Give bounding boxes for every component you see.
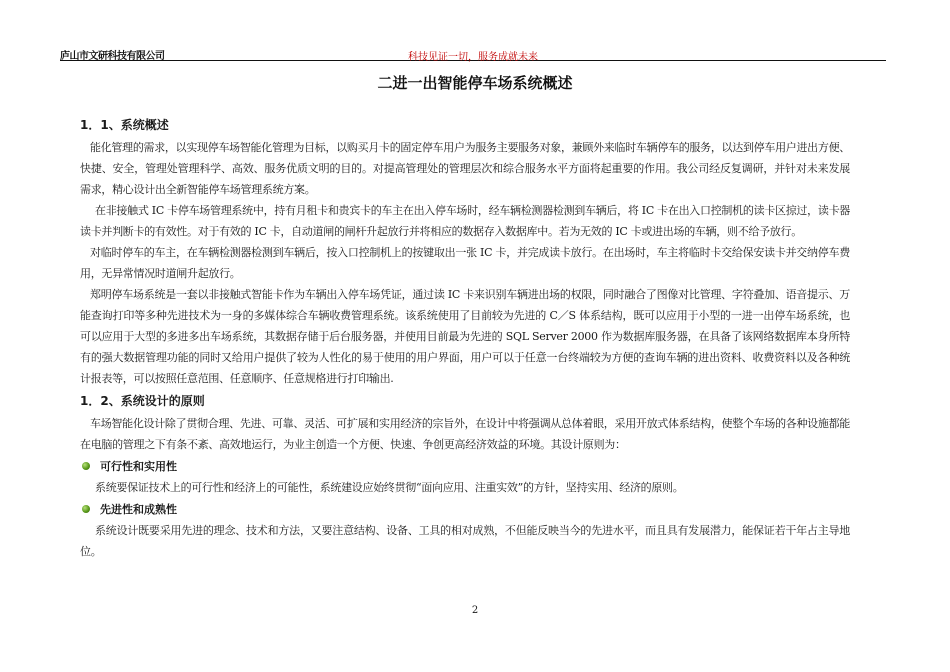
principle-text: 系统设计既要采用先进的理念、技术和方法，又要注意结构、设备、工具的相对成熟，不但能反映当今的先进水平，而且具有发展潜力，能保证若干年占主导地位。 (80, 524, 850, 558)
green-bullet-icon (82, 505, 90, 513)
overview-paragraph: 郑明停车场系统是一套以非接触式智能卡作为车辆出入停车场凭证，通过读 IC 卡来识别车辆进出场的权限，同时融合了图像对比管理、字符叠加、语音提示、万能查询打印等多种先进技术为一身的多媒体综合车辆收费管理系统。该系统使用了目前较为先进的 C／S 体系结构，既可以应用于小型的一进一出停车场系统，也可以应用于大型的多进多出车场系统，其数据存储于后台服务器，并使用目前最为先进的 SQL Server 2000 作为数据库服务器，在具备了该网络数据库本身所特有的强大数据管理功能的同时又给用户提供了较为人性化的易于使用的用户界面，用户可以于任意一台终端较为方便的查询车辆的进出资料、收费资料以及各种统计报表等，可以按照任意范围、任意顺序、任意规格进行打印输出. (80, 288, 850, 385)
company-name: 庐山市文研科技有限公司 (60, 51, 165, 62)
principle-label: 可行性和实用性 (100, 460, 177, 473)
overview-paragraph: 对临时停车的车主，在车辆检测器检测到车辆后，按入口控制机上的按键取出一张 IC 卡，并完成读卡放行。在出场时，车主将临时卡交给保安读卡并交纳停车费用，无异常情况时道闸升起放行。 (80, 246, 850, 280)
principle-label: 先进性和成熟性 (100, 503, 177, 516)
green-bullet-icon (82, 462, 90, 470)
section-heading-principles: 1．2、系统设计的原则 (80, 394, 205, 408)
page-number: 2 (471, 605, 479, 616)
page-header (60, 44, 886, 61)
principle-bullet (80, 498, 850, 520)
header-slogan: 科技见证一切，服务成就未来 (408, 52, 538, 63)
principles-intro: 车场智能化设计除了贯彻合理、先进、可靠、灵活、可扩展和实用经济的宗旨外，在设计中将强调从总体着眼，采用开放式体系结构，使整个车场的各种设施都能在电脑的管理之下有条不紊、高效地运行，为业主创造一个方便、快速、争创更高经济效益的环境。其设计原则为： (80, 417, 850, 451)
overview-paragraph: 能化管理的需求，以实现停车场智能化管理为目标，以购买月卡的固定停车用户为服务主要服务对象，兼顾外来临时车辆停车的服务，以达到停车用户进出方便、快捷、安全，管理处管理科学、高效、服务优质文明的目的。对提高管理处的管理层次和综合服务水平方面将起重要的作用。我公司经反复调研，并针对未来发展需求，精心设计出全新智能停车场管理系统方案。 (80, 141, 850, 196)
document-body (80, 113, 850, 562)
overview-paragraph: 在非接触式 IC 卡停车场管理系统中，持有月租卡和贵宾卡的车主在出入停车场时，经车辆检测器检测到车辆后，将 IC 卡在出入口控制机的读卡区掠过，读卡器读卡并判断卡的有效性。对于有效的 IC 卡，自动道闸的闸杆升起放行并将相应的数据存入数据库中。若为无效的 IC 卡或进出场的车辆，则不给予放行。 (80, 204, 850, 238)
principle-bullet (80, 455, 850, 477)
section-heading-overview: 1．1、系统概述 (80, 118, 169, 132)
principle-text: 系统要保证技术上的可行性和经济上的可能性，系统建设应始终贯彻“面向应用、注重实效”的方针，坚持实用、经济的原则。 (95, 481, 684, 494)
document-title: 二进一出智能停车场系统概述 (377, 74, 573, 92)
